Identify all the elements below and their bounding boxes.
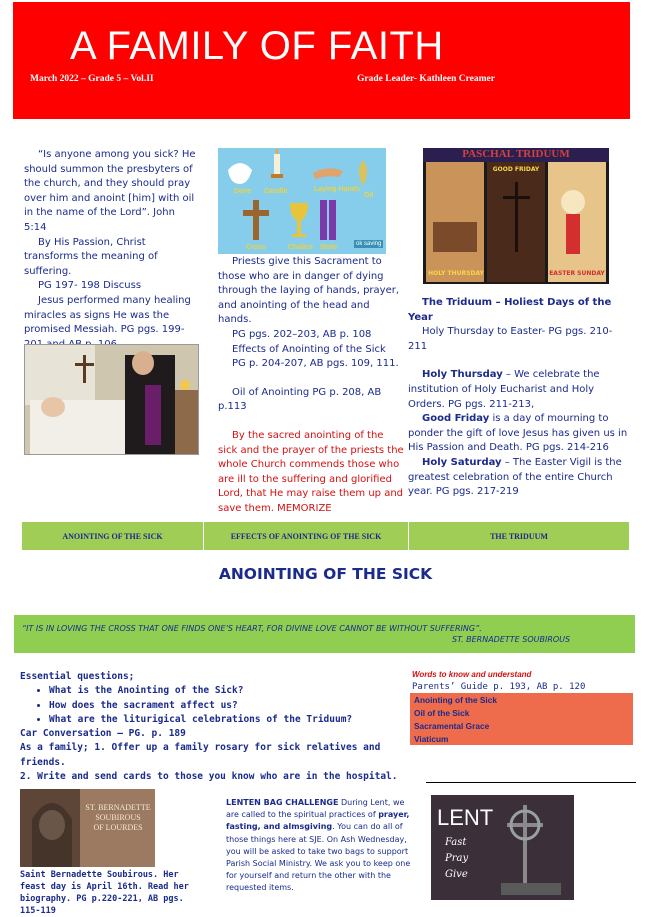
lenten-text-2: . You can do all of those things here at SJE. On Ash Wednesday, you will be asked to take two bags to support Parish Social Ministry. We ask you to keep one for yourself and return the other with the requested items. xyxy=(226,822,411,893)
good-friday-label: Good Friday xyxy=(422,413,490,425)
image-watermark: ok saving xyxy=(356,241,382,247)
sacrament-symbols-image xyxy=(218,148,386,254)
panel-easter-sunday: EASTER SUNDAY xyxy=(549,270,605,277)
grade-leader: Grade Leader- Kathleen Creamer xyxy=(357,74,495,84)
newsletter-title: A FAMILY OF FAITH xyxy=(70,24,444,68)
words-title: Words to know and understand xyxy=(412,670,532,679)
label-stole: Stole xyxy=(320,244,338,251)
triduum-sub: Holy Thursday to Easter- PG pgs. 210-211 xyxy=(408,326,613,352)
holy-saturday-para xyxy=(408,456,628,500)
lenten-title: LENTEN BAG CHALLENGE xyxy=(226,798,339,807)
col1-para-3: PG 197- 198 Discuss xyxy=(38,280,142,292)
label-oil: Oil xyxy=(364,192,374,199)
panel-holy-thursday: HOLY THURSDAY xyxy=(428,270,484,277)
bernadette-image xyxy=(20,789,155,867)
holy-saturday-text: – The Easter Vigil is the greatest celebration of the entire Church year. PG pgs. 217-219 xyxy=(408,456,622,498)
bernadette-img-line1: ST. BERNADETTE xyxy=(85,803,151,812)
holy-thursday-text: – We celebrate the institution of Holy Eucharist and Holy Orders. PG pgs. 211-213, xyxy=(408,369,600,410)
bernadette-text: Saint Bernadette Soubirous. Her feast day is April 16th. Read her biography. PG p.220-221, AB pgs. 115-119 xyxy=(20,870,189,916)
col2-para-4: PG p. 204-207, AB pgs. 109, 111. xyxy=(232,358,399,370)
word-item: Viaticum xyxy=(414,734,449,744)
lent-word: LENT xyxy=(437,805,494,830)
col1-para-4: Jesus performed many healing miracles as signs He was the promised Messiah. PG pgs. 199- xyxy=(24,294,191,336)
panel-good-friday: GOOD FRIDAY xyxy=(492,166,540,173)
label-candle: Candle xyxy=(264,188,288,195)
label-chalice: Chalice xyxy=(288,244,313,251)
topics-bar xyxy=(22,522,629,550)
issue-info: March 2022 – Grade 5 – Vol.II xyxy=(30,74,154,84)
words-list xyxy=(414,694,497,746)
triduum-banner: PASCHAL TRIDUUM xyxy=(462,148,570,160)
lent-give: Give xyxy=(445,869,468,880)
holy-saturday-label: Holy Saturday xyxy=(422,456,502,468)
word-item: Sacramental Grace xyxy=(414,721,490,731)
car-conversation: Car Conversation – PG. p. 189 xyxy=(20,728,186,740)
word-item: Anointing of the Sick xyxy=(414,695,497,705)
question-item: • What is the Anointing of the Sick? xyxy=(49,684,410,698)
family-activity-2: 2. Write and send cards to those you know who are in the hospital. xyxy=(20,771,398,783)
word-item: Oil of the Sick xyxy=(414,708,470,718)
holy-thursday-para xyxy=(408,368,628,412)
paschal-triduum-image xyxy=(423,148,609,284)
quote-bar xyxy=(14,615,635,653)
lent-image xyxy=(431,795,574,900)
divider xyxy=(426,782,636,783)
label-dove: Dove xyxy=(234,188,252,195)
col1-para-2: By His Passion, Christ transforms the meaning of suffering. xyxy=(24,236,158,277)
col2-para-2: PG pgs. 202–203, AB p. 108 xyxy=(232,328,372,340)
good-friday-text: is a day of mourning to ponder the gift of love Jesus has given us in His Passion and Death. PG pgs. 214-216 xyxy=(408,413,628,454)
topic-anointing: ANOINTING OF THE SICK xyxy=(62,531,163,541)
topic-effects: EFFECTS OF ANOINTING OF THE SICK xyxy=(230,531,382,541)
words-reference: Parents’ Guide p. 193, AB p. 120 xyxy=(412,682,586,692)
lent-fast: Fast xyxy=(445,837,467,848)
bernadette-img-line2: SOUBIROUS xyxy=(95,813,141,822)
lenten-bag-challenge xyxy=(226,797,419,895)
essential-title: Essential questions; xyxy=(20,671,135,682)
good-friday-para xyxy=(408,412,628,456)
label-laying-hands: Laying Hands xyxy=(314,186,360,193)
bernadette-quote: “IT IS IN LOVING THE CROSS THAT ONE FINDS ONE’S HEART, FOR DIVINE LOVE CANNOT BE WITHOUT SUFFERING”. xyxy=(22,624,482,633)
col2-para-5: Oil of Anointing PG p. 208, AB p.113 xyxy=(218,386,382,413)
scripture-quote: “Is anyone among you sick? He should summon the presbyters of the church, and they should pray over him and anoint [him] with oil in the name of the Lord”. John 5:14 xyxy=(24,149,196,233)
lenten-practices: prayer, fasting, and almsgiving xyxy=(226,810,410,832)
memorize-text: By the sacred anointing of the sick and the prayer of the priests the whole Church commends those who are ill to the suffering and glorified Lord, that He may raise them up and save them. MEMORIZE xyxy=(218,429,404,514)
question-item: • How does the sacrament affect us? xyxy=(49,699,410,713)
question-list xyxy=(20,684,410,727)
lent-pray: Pray xyxy=(445,853,469,864)
topic-triduum: THE TRIDUUM xyxy=(490,531,548,541)
col2-para-1: Priests give this Sacrament to those who are in danger of dying through the laying of hands, prayer, and anointing of the head and hands. xyxy=(218,256,400,326)
column-3 xyxy=(408,296,628,500)
anointing-photo xyxy=(24,344,199,455)
column-2 xyxy=(218,255,404,517)
label-cross: Cross xyxy=(246,244,266,251)
bernadette-img-line3: OF LOURDES xyxy=(93,823,143,832)
section-heading: ANOINTING OF THE SICK xyxy=(218,565,433,583)
col2-para-3: Effects of Anointing of the Sick xyxy=(232,343,386,355)
lenten-text-1: During Lent, we are called to the spiritual practices of xyxy=(226,798,405,820)
question-item: • What are the liturigical celebrations of the Triduum? xyxy=(49,713,410,727)
family-activity-1: As a family; 1. Offer up a family rosary for sick relatives and friends. xyxy=(20,742,381,768)
quote-author: ST. BERNADETTE SOUBIROUS xyxy=(452,635,571,644)
triduum-heading: The Triduum – Holiest Days of the Year xyxy=(408,297,612,323)
essential-questions xyxy=(20,670,410,784)
holy-thursday-label: Holy Thursday xyxy=(422,369,503,381)
